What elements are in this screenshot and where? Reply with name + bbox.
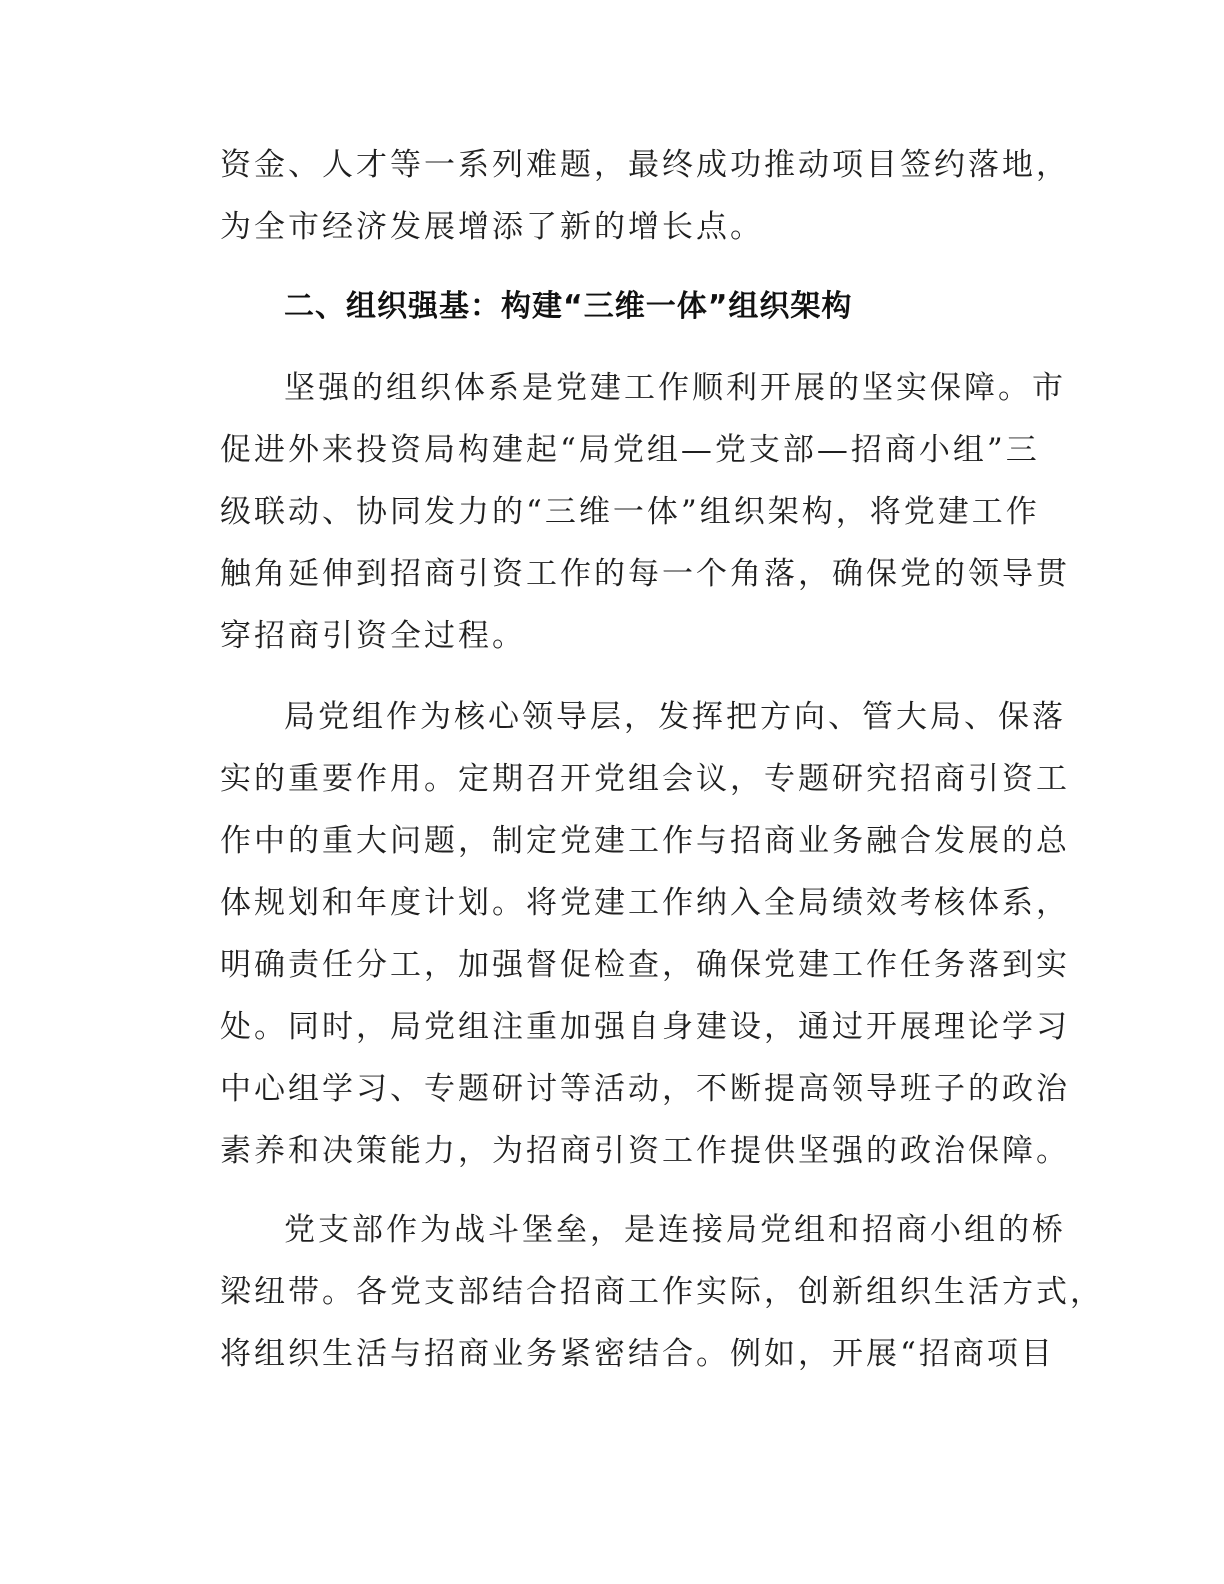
paragraph-party-branch	[220, 1199, 1104, 1385]
text-line: 触角延伸到招商引资工作的每一个角落，确保党的领导贯	[220, 556, 1070, 592]
text-line: 资金、人才等一系列难题，最终成功推动项目签约落地，	[220, 147, 1070, 183]
paragraph-organization-system	[220, 357, 1070, 667]
text-line: 梁纽带。各党支部结合招商工作实际，创新组织生活方式，	[220, 1274, 1104, 1310]
text-line: 明确责任分工，加强督促检查，确保党建工作任务落到实	[220, 947, 1070, 983]
text-line: 穿招商引资全过程。	[220, 618, 526, 654]
paragraph-party-group	[220, 686, 1070, 1182]
text-line: 坚强的组织体系是党建工作顺利开展的坚实保障。市	[284, 370, 1066, 406]
text-line: 为全市经济发展增添了新的增长点。	[220, 209, 764, 245]
section-heading: 二、组织强基：构建“三维一体”组织架构	[284, 289, 853, 324]
text-line: 中心组学习、专题研讨等活动，不断提高领导班子的政治	[220, 1071, 1070, 1107]
text-line: 素养和决策能力，为招商引资工作提供坚强的政治保障。	[220, 1133, 1070, 1169]
text-line: 实的重要作用。定期召开党组会议，专题研究招商引资工	[220, 761, 1070, 797]
text-line: 将组织生活与招商业务紧密结合。例如，开展“招商项目	[220, 1336, 1055, 1372]
text-line: 促进外来投资局构建起“局党组—党支部—招商小组”三	[220, 432, 1040, 468]
text-line: 级联动、协同发力的“三维一体”组织架构，将党建工作	[220, 494, 1040, 530]
text-line: 局党组作为核心领导层，发挥把方向、管大局、保落	[284, 699, 1066, 735]
paragraph-intro-continued	[220, 134, 1070, 258]
text-line: 作中的重大问题，制定党建工作与招商业务融合发展的总	[220, 823, 1070, 859]
text-line: 体规划和年度计划。将党建工作纳入全局绩效考核体系，	[220, 885, 1070, 921]
text-line: 党支部作为战斗堡垒，是连接局党组和招商小组的桥	[284, 1212, 1066, 1248]
text-line: 处。同时，局党组注重加强自身建设，通过开展理论学习	[220, 1009, 1070, 1045]
